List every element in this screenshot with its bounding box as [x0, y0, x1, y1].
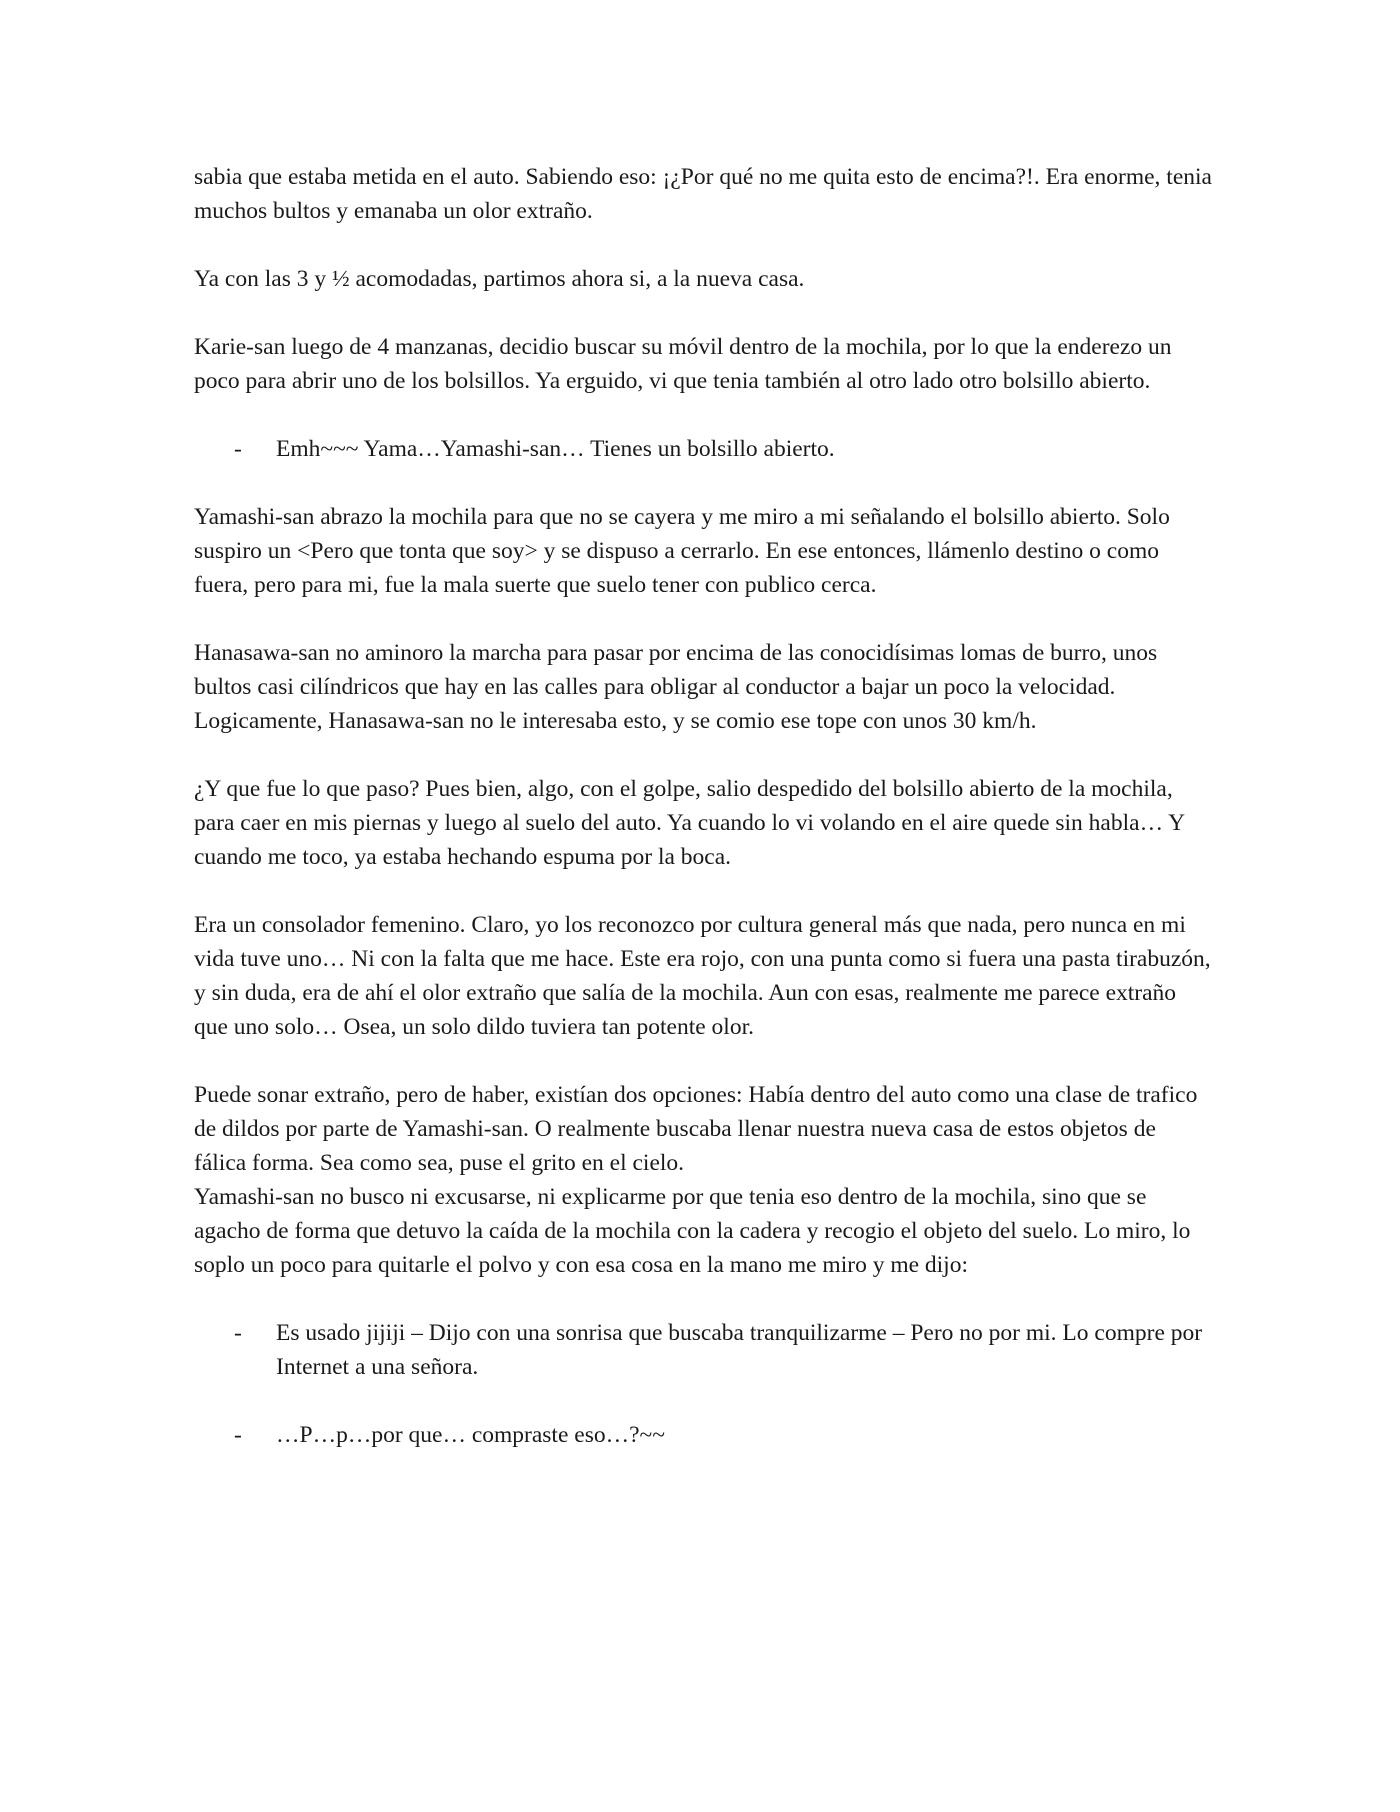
paragraph: sabia que estaba metida en el auto. Sabiendo eso: ¡¿Por qué no me quita esto de encima?!. Era enorme, tenia muchos bultos y emanaba un olor extraño. — [194, 164, 1212, 224]
paragraph: Yamashi-san abrazo la mochila para que no se cayera y me miro a mi señalando el bolsillo abierto. Solo suspiro un <Pero que tonta que soy> y se dispuso a cerrarlo. En ese entonces, llámenlo destino o como fuera, pero para mi, fue la mala suerte que suelo tener con publico cerca. — [194, 504, 1170, 598]
dialogue-text: Emh~~~ Yama…Yamashi-san… Tienes un bolsillo abierto. — [276, 436, 835, 462]
dialogue-dash: - — [234, 1422, 242, 1448]
dialogue-text: …P…p…por que… compraste eso…?~~ — [276, 1422, 665, 1448]
paragraph: Hanasawa-san no aminoro la marcha para pasar por encima de las conocidísimas lomas de burro, unos bultos casi cilíndricos que hay en las calles para obligar al conductor a bajar un poco la velocidad. Logicamente, Hanasawa-san no le interesaba esto, y se comio ese tope con unos 30 km/h. — [194, 640, 1158, 734]
paragraph: ¿Y que fue lo que paso? Pues bien, algo, con el golpe, salio despedido del bolsillo abierto de la mochila, para caer en mis piernas y luego al suelo del auto. Ya cuando lo vi volando en el aire quede sin habla… Y cuando me toco, ya estaba hechando espuma por la boca. — [194, 776, 1185, 870]
paragraph: Era un consolador femenino. Claro, yo los reconozco por cultura general más que nada, pero nunca en mi vida tuve uno… Ni con la falta que me hace. Este era rojo, con una punta como si fuera una pasta tirabuzón, y sin duda, era de ahí el olor extraño que salía de la mochila. Aun con esas, realmente me parece extraño que uno solo… Osea, un solo dildo tuviera tan potente olor. — [194, 912, 1211, 1040]
dialogue-line — [194, 1418, 1212, 1452]
paragraph: Yamashi-san no busco ni excusarse, ni explicarme por que tenia eso dentro de la mochila, sino que se agacho de forma que detuvo la caída de la mochila con la cadera y recogio el objeto del suelo. Lo miro, lo soplo un poco para quitarle el polvo y con esa cosa en la mano me miro y me dijo: — [194, 1184, 1191, 1278]
paragraph: Karie-san luego de 4 manzanas, decidio buscar su móvil dentro de la mochila, por lo que la enderezo un poco para abrir uno de los bolsillos. Ya erguido, vi que tenia también al otro lado otro bolsillo abierto. — [194, 334, 1172, 394]
paragraph: Puede sonar extraño, pero de haber, existían dos opciones: Había dentro del auto como una clase de trafico de dildos por parte de Yamashi-san. O realmente buscaba llenar nuestra nueva casa de estos objetos de fálica forma. Sea como sea, puse el grito en el cielo. — [194, 1082, 1198, 1176]
document-body — [194, 160, 1212, 1486]
dialogue-dash: - — [234, 436, 242, 462]
paragraph: Ya con las 3 y ½ acomodadas, partimos ahora si, a la nueva casa. — [194, 266, 805, 292]
dialogue-text: Es usado jijiji – Dijo con una sonrisa que buscaba tranquilizarme – Pero no por mi. Lo compre por Internet a una señora. — [276, 1320, 1203, 1380]
dialogue-line — [194, 432, 1212, 466]
dialogue-dash: - — [234, 1320, 242, 1346]
dialogue-line — [194, 1316, 1212, 1384]
